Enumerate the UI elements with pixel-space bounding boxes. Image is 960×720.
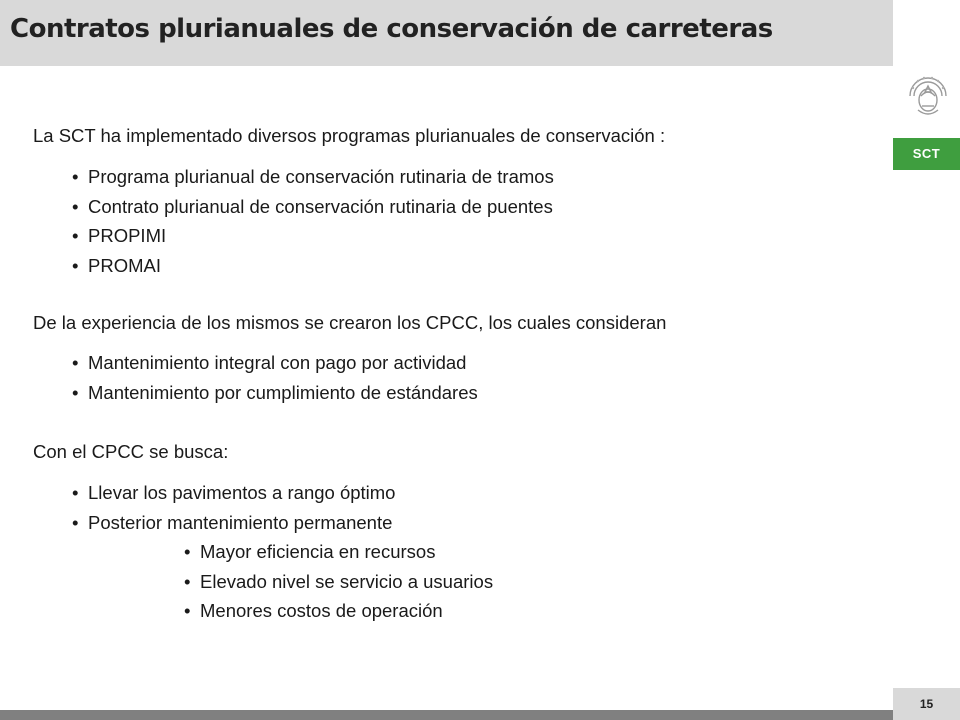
section2-list (72, 352, 478, 411)
list-item: • PROMAI (72, 255, 554, 285)
sct-logo: SCT (893, 138, 960, 170)
title-bar (0, 0, 893, 66)
page-number: 15 (919, 697, 934, 711)
section1-intro: La SCT ha implementado diversos programas plurianuales de conservación : (33, 125, 666, 146)
mexican-seal-icon (904, 66, 952, 126)
page-number-box (893, 688, 960, 720)
list-item: • Contrato plurianual de conservación rutinaria de puentes (72, 196, 554, 226)
list-item: • Mantenimiento integral con pago por actividad (72, 352, 478, 382)
list-item: • Posterior mantenimiento permanente (72, 512, 395, 542)
section2-intro: De la experiencia de los mismos se crearon los CPCC, los cuales consideran (33, 312, 667, 333)
list-item: • Mantenimiento por cumplimiento de estándares (72, 382, 478, 412)
list-item: • Menores costos de operación (184, 600, 493, 630)
list-item: • Mayor eficiencia en recursos (184, 541, 493, 571)
logo-area (893, 0, 960, 180)
list-item: • Llevar los pavimentos a rango óptimo (72, 482, 395, 512)
section3-intro: Con el CPCC se busca: (33, 441, 229, 462)
section3-list (72, 482, 395, 541)
slide-title: Contratos plurianuales de conservación de carreteras (10, 14, 773, 44)
list-item: • Elevado nivel se servicio a usuarios (184, 571, 493, 601)
footer-bar (0, 710, 893, 720)
section3-sublist (184, 541, 493, 630)
list-item: • Programa plurianual de conservación rutinaria de tramos (72, 166, 554, 196)
section1-list (72, 166, 554, 284)
list-item: • PROPIMI (72, 225, 554, 255)
